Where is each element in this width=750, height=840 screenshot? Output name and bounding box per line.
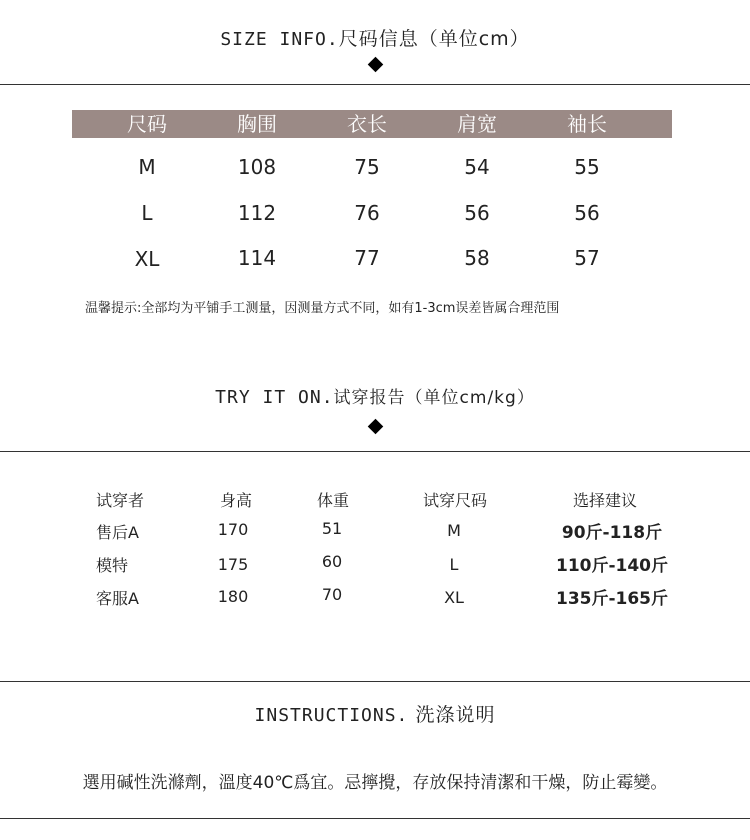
size-cell: 75 — [354, 155, 380, 179]
size-cell: 56 — [464, 201, 490, 225]
try-on-header-cell: 试穿者 — [96, 491, 145, 510]
try-on-cell: 170 — [217, 520, 249, 539]
size-cell: XL — [134, 247, 160, 271]
size-info-title — [0, 24, 750, 51]
size-cell: 108 — [237, 155, 277, 179]
size-cell: 114 — [237, 246, 277, 270]
try-on-cell: 175 — [217, 555, 249, 574]
size-note: 温馨提示:全部均为平铺手工测量，因测量方式不同，如有1-3cm误差皆属合理范围 — [85, 301, 560, 316]
try-on-cell: 90斤-118斤 — [561, 523, 663, 543]
try-on-cell: L — [449, 555, 459, 574]
instructions-title-en: INSTRUCTIONS. — [254, 705, 409, 726]
size-info-title-cn: 尺码信息（单位cm） — [338, 28, 530, 50]
try-on-cell: 51 — [321, 519, 343, 538]
try-on-header-cell: 试穿尺码 — [422, 491, 487, 510]
try-on-header-cell: 身高 — [219, 491, 252, 510]
size-cell: 77 — [354, 246, 380, 270]
try-on-cell: 售后A — [96, 523, 139, 542]
try-on-cell: 180 — [217, 587, 249, 606]
diamond-marker — [368, 57, 384, 73]
try-on-cell: 客服A — [96, 589, 139, 608]
try-on-title-cn: 试穿报告（单位cm/kg） — [333, 388, 535, 408]
size-header-cell: 袖长 — [567, 112, 607, 136]
try-on-header-cell: 选择建议 — [572, 491, 637, 510]
size-cell: 76 — [354, 201, 380, 225]
try-on-title — [0, 383, 750, 408]
instructions-text: 選用碱性洗滌劑，溫度40℃爲宜。忌擰攪，存放保持清潔和干燥，防止霉變。 — [82, 773, 668, 793]
size-cell: 54 — [464, 155, 490, 179]
size-cell: M — [138, 155, 156, 179]
try-on-cell: 70 — [321, 585, 343, 604]
size-info-title-en: SIZE INFO. — [220, 29, 339, 50]
try-on-cell: M — [447, 521, 461, 540]
try-on-cell: 135斤-165斤 — [555, 589, 669, 609]
try-on-cell: 110斤-140斤 — [555, 556, 669, 576]
try-on-title-en: TRY IT ON. — [215, 387, 334, 408]
size-table-header — [72, 110, 672, 138]
size-cell: 56 — [574, 201, 600, 225]
size-cell: 55 — [574, 155, 600, 179]
size-header-cell: 胸围 — [237, 112, 277, 136]
try-on-cell: 模特 — [96, 556, 129, 575]
size-cell: 58 — [464, 246, 490, 270]
try-on-cell: XL — [444, 588, 464, 607]
divider — [0, 84, 750, 85]
divider — [0, 818, 750, 819]
instructions-title — [0, 700, 750, 727]
divider — [0, 451, 750, 452]
size-header-cell: 衣长 — [347, 112, 387, 136]
diamond-marker — [368, 419, 384, 435]
try-on-header-cell: 体重 — [316, 491, 349, 510]
try-on-cell: 60 — [321, 552, 343, 571]
size-header-cell: 尺码 — [127, 112, 167, 136]
size-cell: 57 — [574, 246, 600, 270]
instructions-title-cn: 洗涤说明 — [415, 704, 496, 726]
size-cell: L — [141, 201, 153, 225]
divider — [0, 681, 750, 682]
size-header-cell: 肩宽 — [457, 112, 497, 136]
size-cell: 112 — [237, 201, 277, 225]
